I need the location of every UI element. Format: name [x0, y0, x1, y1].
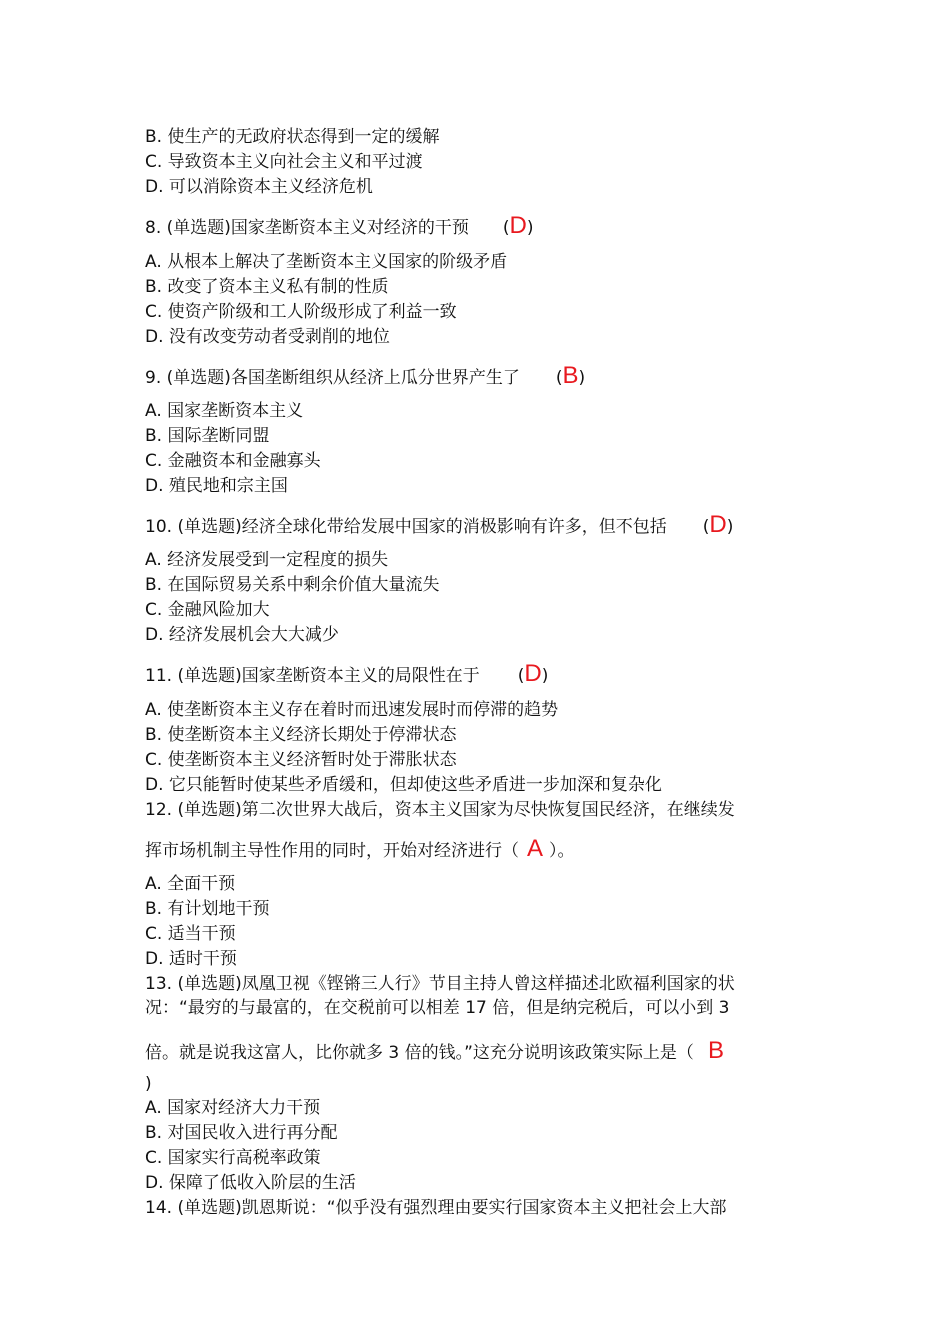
q9-option-b: B. 国际垄断同盟 [145, 426, 270, 446]
q13-stem-line-3 [145, 1037, 724, 1064]
q8-stem-line [145, 212, 534, 239]
q9-option-c: C. 金融资本和金融寡头 [145, 451, 321, 471]
q12-answer: A [527, 835, 544, 862]
q9-paren-open: ( [555, 368, 563, 388]
q8-stem: 8. (单选题)国家垄断资本主义对经济的干预 [145, 218, 469, 238]
q10-option-b: B. 在国际贸易关系中剩余价值大量流失 [145, 575, 440, 595]
q11-stem-line [145, 660, 549, 687]
q10-stem-line [145, 511, 734, 538]
q13-answer: B [707, 1037, 724, 1064]
q13-option-a: A. 国家对经济大力干预 [145, 1098, 321, 1118]
q12-stem-line-1: 12. (单选题)第二次世界大战后，资本主义国家为尽快恢复国民经济，在继续发 [145, 800, 735, 820]
q12-stem-line-2 [145, 835, 575, 862]
q8-paren-open: ( [502, 218, 510, 238]
q12-option-d: D. 适时干预 [145, 949, 237, 969]
q8-option-a: A. 从根本上解决了垄断资本主义国家的阶级矛盾 [145, 252, 508, 272]
q13-stem-line-4: ) [145, 1074, 152, 1094]
q11-option-c: C. 使垄断资本主义经济暂时处于滞胀状态 [145, 750, 457, 770]
q9-option-a: A. 国家垄断资本主义 [145, 401, 304, 421]
q11-paren-close: ) [541, 666, 549, 686]
q11-option-d: D. 它只能暂时使某些矛盾缓和，但却使这些矛盾进一步加深和复杂化 [145, 775, 662, 795]
q9-answer: B [562, 362, 579, 389]
q7-option-c: C. 导致资本主义向社会主义和平过渡 [145, 152, 423, 172]
q11-answer: D [524, 660, 542, 687]
q8-answer: D [509, 212, 527, 239]
q11-stem: 11. (单选题)国家垄断资本主义的局限性在于 [145, 666, 480, 686]
q11-option-b: B. 使垄断资本主义经济长期处于停滞状态 [145, 725, 457, 745]
q12-option-c: C. 适当干预 [145, 924, 236, 944]
q12-option-a: A. 全面干预 [145, 874, 236, 894]
q10-option-d: D. 经济发展机会大大减少 [145, 625, 339, 645]
q9-option-d: D. 殖民地和宗主国 [145, 476, 288, 496]
q10-answer: D [709, 511, 727, 538]
q13-option-b: B. 对国民收入进行再分配 [145, 1123, 338, 1143]
q12-option-b: B. 有计划地干预 [145, 899, 270, 919]
q8-option-b: B. 改变了资本主义私有制的性质 [145, 277, 389, 297]
q7-option-b: B. 使生产的无政府状态得到一定的缓解 [145, 127, 440, 147]
q11-option-a: A. 使垄断资本主义存在着时而迅速发展时而停滞的趋势 [145, 700, 559, 720]
q7-option-d: D. 可以消除资本主义经济危机 [145, 177, 373, 197]
q10-option-a: A. 经济发展受到一定程度的损失 [145, 550, 389, 570]
q10-option-c: C. 金融风险加大 [145, 600, 270, 620]
q8-option-d: D. 没有改变劳动者受剥削的地位 [145, 327, 390, 347]
q9-paren-close: ) [578, 368, 586, 388]
q10-stem: 10. (单选题)经济全球化带给发展中国家的消极影响有许多，但不包括 [145, 517, 667, 537]
q12-stem-text: 挥市场机制主导性作用的同时，开始对经济进行（ [145, 841, 519, 861]
q13-option-d: D. 保障了低收入阶层的生活 [145, 1173, 356, 1193]
q12-stem-tail: ）。 [549, 841, 575, 861]
q9-stem-line [145, 362, 586, 389]
q14-stem-line-1: 14. (单选题)凯恩斯说：“似乎没有强烈理由要实行国家资本主义把社会上大部 [145, 1198, 727, 1218]
q13-stem-line-2: 况：“最穷的与最富的，在交税前可以相差 17 倍，但是纳完税后，可以小到 3 [145, 998, 730, 1018]
q8-paren-close: ) [526, 218, 534, 238]
q13-stem-line-1: 13. (单选题)凤凰卫视《铿锵三人行》节目主持人曾这样描述北欧福利国家的状 [145, 974, 735, 994]
q9-stem: 9. (单选题)各国垄断组织从经济上瓜分世界产生了 [145, 368, 520, 388]
q10-paren-close: ) [726, 517, 734, 537]
q8-option-c: C. 使资产阶级和工人阶级形成了利益一致 [145, 302, 457, 322]
q13-stem-text: 倍。就是说我这富人，比你就多 3 倍的钱。”这充分说明该政策实际上是（ [145, 1043, 694, 1063]
q10-paren-open: ( [702, 517, 710, 537]
q11-paren-open: ( [517, 666, 525, 686]
q13-option-c: C. 国家实行高税率政策 [145, 1148, 321, 1168]
